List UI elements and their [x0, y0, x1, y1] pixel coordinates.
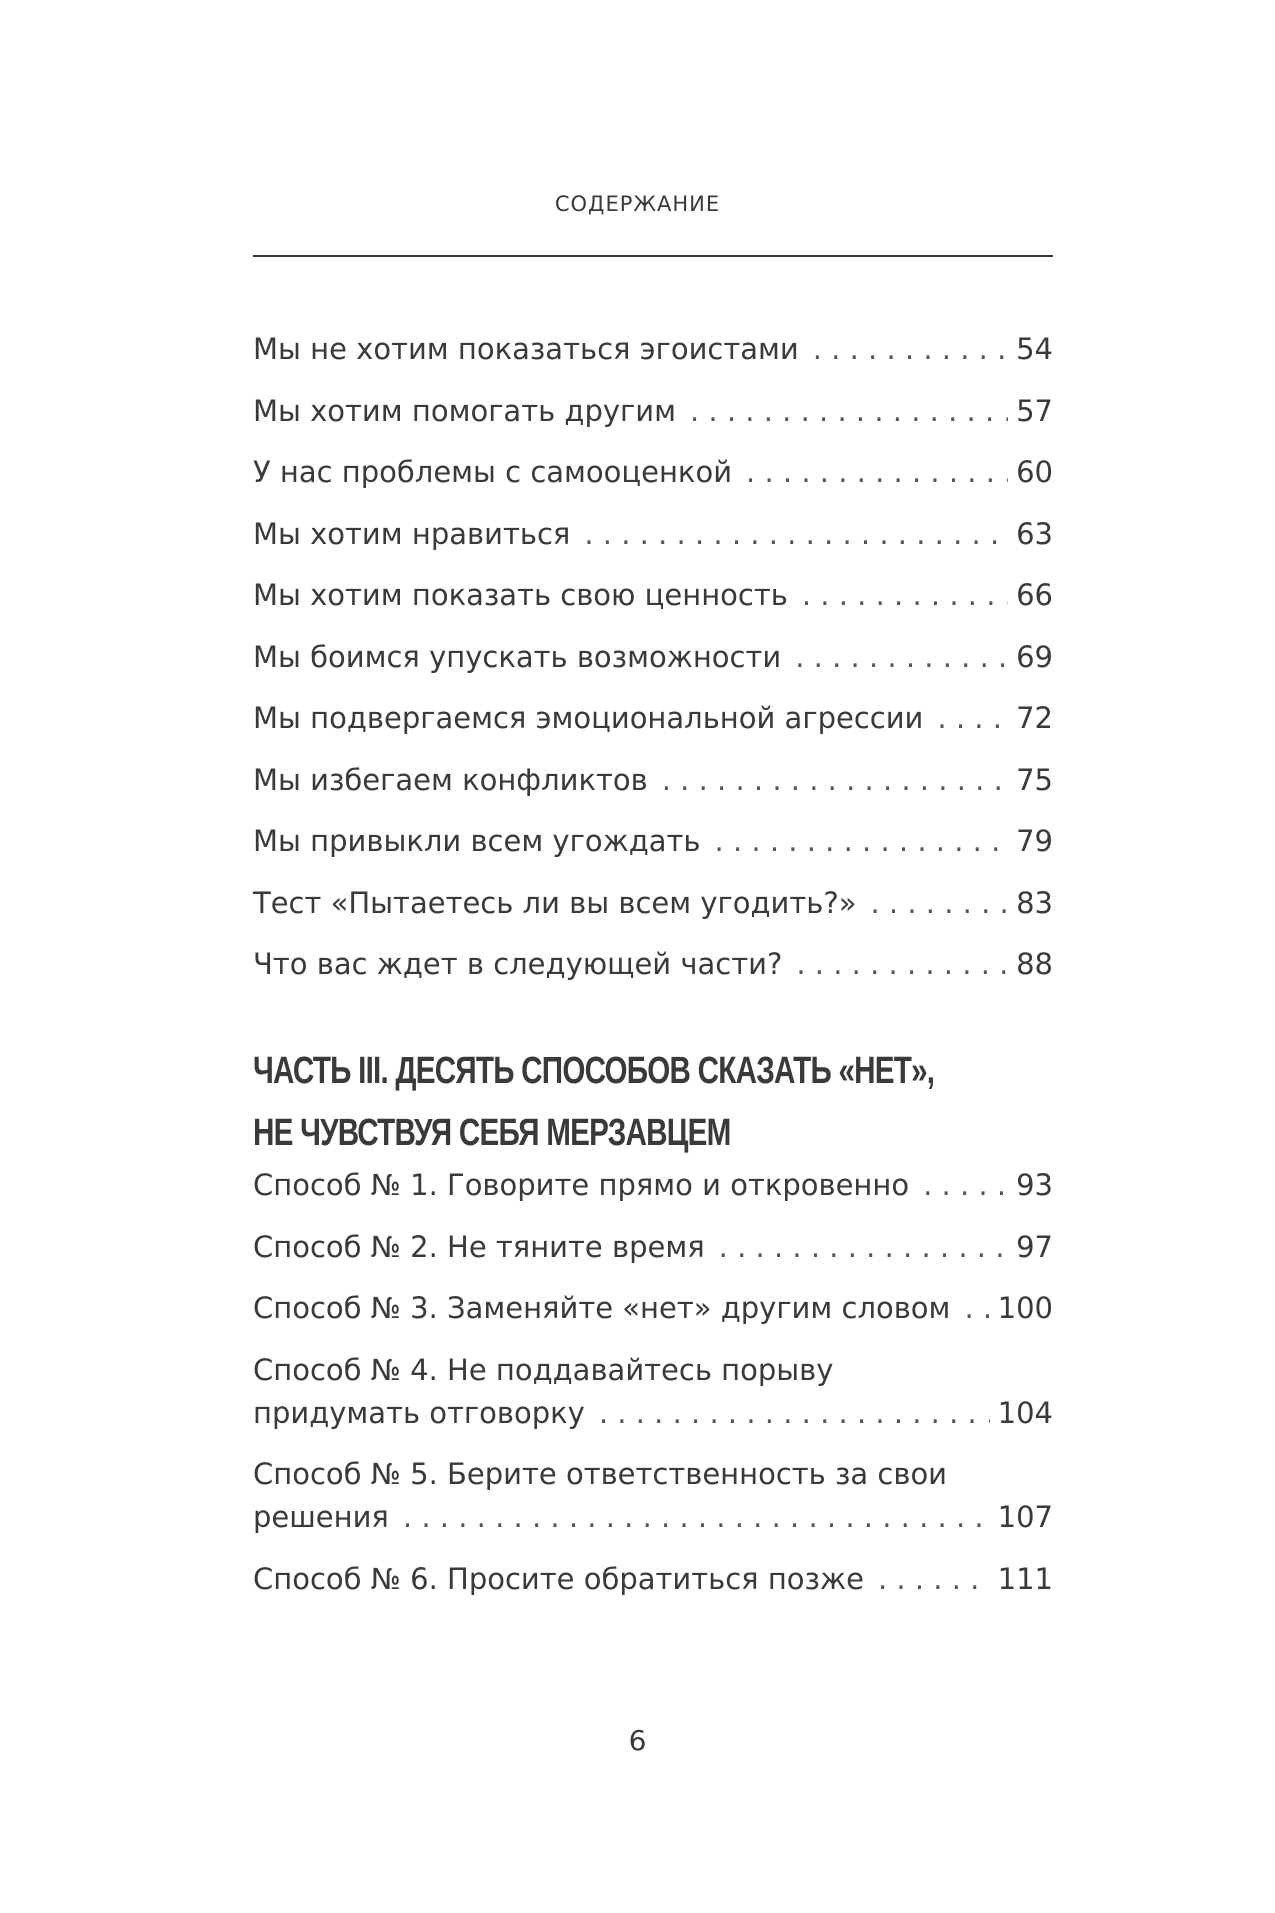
toc-entry[interactable] — [253, 1164, 1053, 1207]
toc-entry-title: Мы подвергаемся эмоциональной агрессии — [253, 697, 937, 740]
dot-leader — [795, 636, 1008, 679]
toc-entry-title: Способ № 6. Просите обратиться позже — [253, 1558, 878, 1601]
toc-entry-page: 93 — [1016, 1168, 1053, 1202]
toc-entry-title: Мы хотим помогать другим — [253, 390, 690, 433]
dot-leader — [964, 1287, 989, 1330]
header-rule — [253, 255, 1053, 257]
toc-entry[interactable] — [253, 820, 1053, 863]
toc-entry-page: 79 — [1016, 824, 1053, 858]
part-heading-line2: НЕ ЧУВСТВУЯ СЕБЯ МЕРЗАВЦЕМ — [253, 1112, 731, 1154]
toc-entry-title: Способ № 5. Берите ответственность за свои — [253, 1457, 948, 1491]
part-heading-line1: ЧАСТЬ III. ДЕСЯТЬ СПОСОБОВ СКАЗАТЬ «НЕТ», — [253, 1050, 935, 1092]
toc-entry[interactable] — [253, 1349, 1053, 1435]
toc-entry-title: Что вас ждет в следующей части? — [253, 943, 796, 986]
dot-leader — [599, 1392, 990, 1435]
dot-leader — [715, 820, 1009, 863]
toc-entry-page: 75 — [1016, 762, 1053, 797]
dot-leader — [403, 1496, 990, 1539]
toc-entry-title: Мы хотим нравиться — [253, 513, 584, 556]
dot-leader — [802, 574, 1008, 617]
toc-entry[interactable] — [253, 1287, 1053, 1330]
dot-leader — [796, 943, 1008, 986]
dot-leader — [813, 328, 1008, 371]
toc-entry[interactable] — [253, 1453, 1053, 1539]
dot-leader — [878, 1558, 990, 1601]
toc-entry[interactable] — [253, 390, 1053, 433]
toc-entry-page: 97 — [1016, 1229, 1053, 1264]
toc-entry-title: Способ № 2. Не тяните время — [253, 1226, 719, 1269]
toc-entry-page: 83 — [1016, 885, 1053, 920]
toc-entry-title: Способ № 3. Заменяйте «нет» другим словом — [253, 1287, 964, 1330]
toc-entry-page: 66 — [1016, 578, 1053, 612]
toc-entry[interactable] — [253, 328, 1053, 371]
toc-entry-page: 107 — [997, 1500, 1053, 1534]
toc-entry[interactable] — [253, 882, 1053, 925]
toc-entry-title: Мы хотим показать свою ценность — [253, 574, 802, 617]
toc-entry-title: У нас проблемы с самооценкой — [253, 451, 746, 494]
toc-entry-title: Мы не хотим показаться эгоистами — [253, 328, 813, 371]
toc-entry-page: 63 — [1016, 516, 1053, 551]
toc-entry[interactable] — [253, 1558, 1053, 1601]
toc-entry[interactable] — [253, 759, 1053, 802]
toc-entry-title: Мы боимся упускать возможности — [253, 636, 795, 679]
toc-entry-page: 111 — [997, 1561, 1053, 1596]
toc-entry-title: Мы избегаем конфликтов — [253, 759, 662, 802]
toc-entry-page: 100 — [997, 1291, 1053, 1325]
toc-entry-title: Способ № 1. Говорите прямо и откровенно — [253, 1164, 923, 1207]
running-head: СОДЕРЖАНИЕ — [554, 192, 721, 216]
dot-leader — [937, 697, 1008, 740]
part-heading[interactable] — [253, 1040, 935, 1164]
toc-entry-page: 88 — [1016, 947, 1053, 981]
toc-entry-title-continued: решения — [253, 1500, 389, 1534]
toc-entry-title-continued: придумать отговорку — [253, 1395, 585, 1430]
toc-entry-title: Способ № 4. Не поддавайтесь порыву — [253, 1352, 834, 1387]
toc-entry-page: 54 — [1016, 332, 1053, 366]
toc-entry-page: 104 — [997, 1395, 1053, 1430]
toc-entry-page: 69 — [1016, 639, 1053, 674]
toc-entry[interactable] — [253, 1226, 1053, 1269]
dot-leader — [584, 513, 1008, 556]
toc-entry[interactable] — [253, 697, 1053, 740]
toc-entry[interactable] — [253, 513, 1053, 556]
dot-leader — [746, 451, 1008, 494]
toc-entry-title: Мы привыкли всем угождать — [253, 820, 715, 863]
toc-entry-title: Тест «Пытаетесь ли вы всем угодить?» — [253, 882, 871, 925]
dot-leader — [662, 759, 1008, 802]
toc-entry[interactable] — [253, 574, 1053, 617]
page-number: 6 — [628, 1724, 647, 1757]
dot-leader — [719, 1226, 1008, 1269]
toc-entry[interactable] — [253, 451, 1053, 494]
toc-entry-page: 72 — [1016, 701, 1053, 735]
dot-leader — [871, 882, 1009, 925]
toc-entry-page: 57 — [1016, 393, 1053, 428]
dot-leader — [690, 390, 1008, 433]
toc-section-part2 — [253, 328, 1053, 1005]
toc-entry-page: 60 — [1016, 455, 1053, 489]
toc-entry[interactable] — [253, 636, 1053, 679]
toc-entry[interactable] — [253, 943, 1053, 986]
dot-leader — [923, 1164, 1008, 1207]
toc-section-part3 — [253, 1164, 1053, 1619]
